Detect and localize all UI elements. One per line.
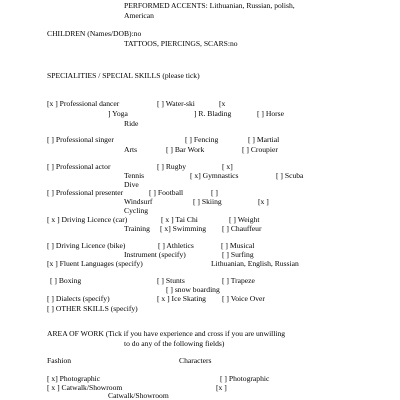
skill-stunts: [ ] Stunts	[157, 276, 185, 285]
skill-gymnastics: [ x] Gymnastics	[190, 171, 239, 180]
skill-r-blading: ] R. Blading	[194, 109, 232, 118]
area-of-work-heading: AREA OF WORK (Tick if you have experience and cross if you are unwilling	[47, 329, 286, 338]
skill-windsurf-checkbox: [ ]	[211, 188, 218, 197]
skill-tennis: Tennis	[124, 171, 145, 180]
skill-athletics: [ ] Athletics	[158, 241, 194, 250]
skill-tennis-checkbox: [ x]	[222, 162, 233, 171]
work-characters-photographic: [ ] Photographic	[220, 374, 270, 383]
skill-professional-dancer: [x ] Professional dancer	[47, 99, 120, 108]
column-characters: Characters	[179, 356, 212, 365]
skill-yoga: ] Yoga	[108, 109, 128, 118]
skill-bar-work: [ ] Bar Work	[166, 145, 205, 154]
skill-weight-training: Training	[124, 224, 150, 233]
skill-other-skills: [ ] OTHER SKILLS (specify)	[47, 304, 138, 313]
skill-boxing: [ ] Boxing	[50, 276, 82, 285]
skill-windsurf: Windsurf	[124, 197, 153, 206]
skill-voice-over: [ ] Voice Over	[222, 294, 265, 303]
skill-weight: [ ] Weight	[229, 215, 260, 224]
skill-football: [ ] Football	[149, 188, 184, 197]
work-fashion-catwalk: [ x ] Catwalk/Showroom	[47, 383, 123, 392]
skill-horse: [ ] Horse	[257, 109, 284, 118]
skill-musical-instrument: Instrument (specify)	[124, 250, 186, 259]
skill-professional-singer: [ ] Professional singer	[47, 135, 114, 144]
skill-driving-licence-bike: [ ] Driving Licence (bike)	[47, 241, 126, 250]
skill-driving-licence-car: [ x ] Driving Licence (car)	[47, 215, 128, 224]
partial-heading	[47, 0, 49, 5]
skill-cycling-checkbox: [x ]	[258, 197, 269, 206]
skill-languages-value: Lithuanian, English, Russian	[211, 259, 299, 268]
skill-ice-skating: [ x ] Ice Skating	[157, 294, 206, 303]
tattoos-field: TATTOOS, PIERCINGS, SCARS:no	[124, 39, 238, 48]
skill-croupier: [ ] Croupier	[242, 145, 278, 154]
skill-fencing: [ ] Fencing	[185, 135, 219, 144]
skill-dialects: [ ] Dialects (specify)	[47, 294, 110, 303]
skill-scuba: [ ] Scuba	[276, 171, 304, 180]
column-fashion: Fashion	[47, 356, 72, 365]
skill-swimming: [ x] Swimming	[160, 224, 206, 233]
work-characters-catwalk: Catwalk/Showroom	[108, 391, 169, 400]
work-fashion-photographic: [ x] Photographic	[47, 374, 101, 383]
skill-professional-actor: [ ] Professional actor	[47, 162, 111, 171]
skill-cycling: Cycling	[124, 206, 149, 215]
work-characters-catwalk-box: [x ]	[216, 383, 227, 392]
accents-line-2: American	[124, 11, 154, 20]
skill-tai-chi: [ x ] Tai Chi	[161, 215, 198, 224]
skill-skiing: [ ] Skiing	[193, 197, 222, 206]
skill-fluent-languages: [x ] Fluent Languages (specify)	[47, 259, 143, 268]
skill-trapeze: [ ] Trapeze	[222, 276, 255, 285]
skill-snow-boarding: [ ] snow boarding	[166, 285, 220, 294]
skill-musical: [ ] Musical	[221, 241, 255, 250]
skill-water-ski: [ ] Water-ski	[157, 99, 195, 108]
skill-martial-arts: Arts	[124, 145, 138, 154]
skill-checkbox-fragment: [x	[219, 99, 226, 108]
skill-professional-presenter: [ ] Professional presenter	[47, 188, 124, 197]
specialities-heading: SPECIALITIES / SPECIAL SKILLS (please tick)	[47, 71, 200, 80]
skill-surfing: [ ] Surfing	[222, 250, 254, 259]
accents-line-1: PERFORMED ACCENTS: Lithuanian, Russian, polish,	[124, 1, 295, 10]
skill-chauffeur: [ ] Chauffeur	[222, 224, 262, 233]
skill-martial: [ ] Martial	[248, 135, 280, 144]
children-field: CHILDREN (Names/DOB):no	[47, 29, 142, 38]
skill-rugby: [ ] Rugby	[157, 162, 187, 171]
skill-scuba-dive: Dive	[124, 180, 139, 189]
area-of-work-note: to do any of the following fields)	[124, 339, 225, 348]
skill-horse-ride: Ride	[124, 119, 139, 128]
